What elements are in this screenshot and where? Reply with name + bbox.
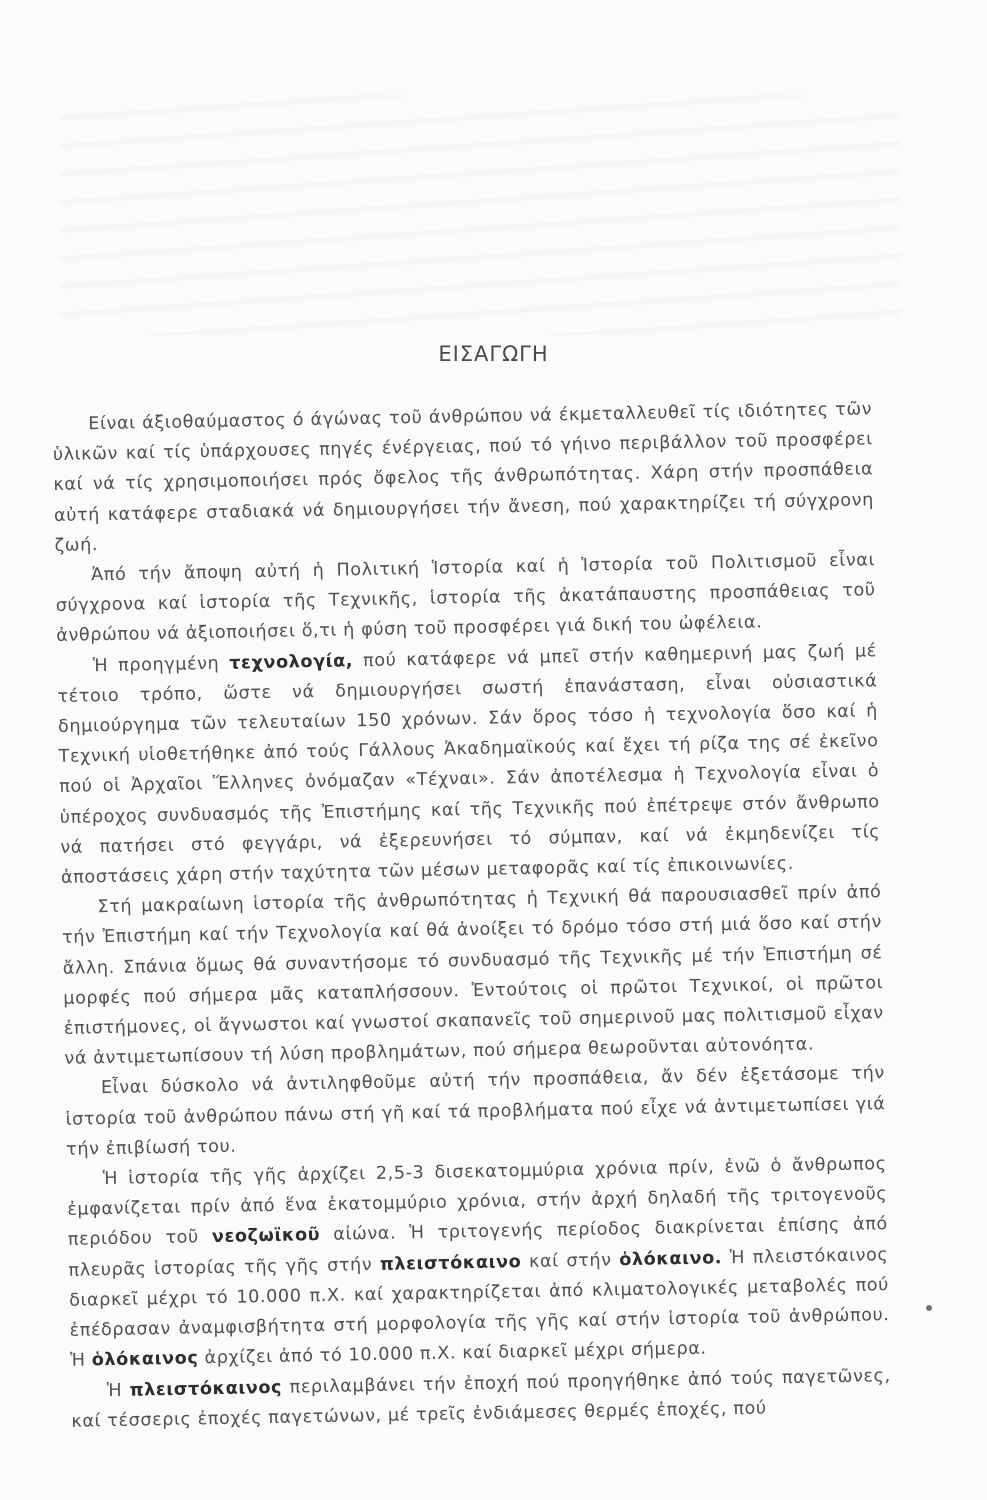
bleed-through-area [60, 95, 900, 335]
paragraph [66, 1149, 890, 1376]
page-dot-mark [926, 1305, 932, 1311]
text-run: αἰώνα. Ἡ τριτογενής περίοδος διακρίνεται ἐπίσης ἀπό πλευρᾶς ἱστορίας τῆς γῆς στήν [68, 1214, 888, 1281]
bold-term: τεχνολογία, [229, 650, 354, 674]
page-title: ΕΙΣΑΓΩΓΗ [438, 342, 549, 366]
text-run: Ἡ πλειστόκαινος διαρκεῖ μέχρι τό 10.000 π.Χ. καί χαρακτηρίζεται ἀπό κλιματολογικές μεταβολές πού ἐπέδρασαν ἀναμφισβήτητα στή μορφολογία τῆς γῆς καί στήν ἱστορία τοῦ ἀνθρώπου. Ἡ [68, 1244, 890, 1372]
paragraph [65, 1059, 887, 1165]
text-run: καί στήν [521, 1249, 620, 1272]
text-run: Εἶναι δύσκολο νά ἀντιληφθοῦμε αὐτή τήν προσπάθεια, ἄν δέν ἐξετάσομε τήν ἱστορία τοῦ ἀνθρώπου πάνω στή γῆ καί τά προβλήματα πού εἶχε νά ἀντιμετωπίσει γιά τήν ἐπιβίωσή του. [65, 1063, 886, 1160]
text-run: ἀρχίζει ἀπό τό 10.000 π.Χ. καί διαρκεῖ μέχρι σήμερα. [198, 1338, 707, 1369]
bold-term: ὁλόκαινο. [619, 1247, 723, 1270]
text-run: Ἡ προηγμένη [92, 653, 230, 676]
text-run: πού κατάφερε νά μπεῖ στήν καθημερινή μας ζωή μέ τέτοιο τρόπο, ὥστε νά δημιουργήσει σωστή ἐπανάσταση, εἶναι οὐσιαστικά δημιούργημα τῶν τελευταίων 150 χρόνων. Σάν ὅρος τόσο ἡ τεχνολογία ὅσο καί ἡ Τεχνική υἱοθετήθηκε ἀπό τούς Γάλλους Ἀκαδημαϊκούς καί ἔχει τή ρίζα της σέ ἐκεῖνο πού οἱ Ἀρχαῖοι Ἕλληνες ὀνόμαζαν «Τέχναι». Σάν ἀποτέλεσμα ἡ Τεχνολογία εἶναι ὁ ὑπέροχος συνδυασμός τῆς Ἐπιστήμης καί τῆς Τεχνικῆς πού ἐπέτρεψε στόν ἄνθρωπο νά πατήσει στό φεγγάρι, νά ἐξερευνήσει τό σύμπαν, καί νά ἐκμηδενίζει τίς ἀποστάσεις χάρη στήν ταχύτητα τῶν μέσων μεταφορᾶς καί τίς ἐπικοινωνίες. [57, 640, 881, 888]
bold-term: ὁλόκαινος [91, 1348, 199, 1371]
paragraph [57, 636, 881, 893]
body-text [52, 394, 892, 1436]
bold-term: πλειστόκαινο [379, 1251, 522, 1275]
paragraph [61, 877, 884, 1074]
text-run: Ἀπό τήν ἄποψη αὐτή ἡ Πολιτική Ἱστορία καί ἡ Ἱστορία τοῦ Πολιτισμοῦ εἶναι σύγχρονα καί ἱστορία τῆς Τεχνικῆς, ἱστορία τῆς ἀκατάπαυστης προσπάθειας τοῦ ἀνθρώπου νά ἀξιοποιήσει ὅ,τι ἡ φύση τοῦ προσφέρει γιά δική του ὠφέλεια. [55, 550, 876, 647]
text-run: Ἡ [106, 1380, 130, 1401]
paragraph [52, 394, 875, 561]
bold-term: νεοζωϊκοῦ [211, 1225, 321, 1248]
text-run: Είναι άξιοθαύμαστος ό άγώνας τοῦ άνθρώπου νά έκμεταλλευθεῖ τίς ιδιότητες τῶν ὑλικῶν καί τίς ὑπάρχουσες πηγές ένέργειας, πού τό γήινο περιβάλλον τοῦ προσφέρει καί νά τίς χρησιμοποιήσει πρός ὄφελος τῆς άνθρωπότητας. Χάρη στήν προσπάθεια αὐτή κατάφερε σταδιακά νά δημιουργήσει τήν ἄνεση, πού χαρακτηρίζει τή σύγχρονη ζωή. [52, 399, 875, 556]
paragraph [55, 545, 877, 651]
text-run: Στή μακραίωνη ἱστορία τῆς ἀνθρωπότητας ἡ Τεχνική θά παρουσιασθεῖ πρίν ἀπό τήν Ἐπιστήμη καί τήν Τεχνολογία καί θά ἀνοίξει τό δρόμο τόσο στή μιά ὅσο καί στήν ἄλλη. Σπάνια ὅμως θά συναντήσομε τό συνδυασμό τῆς Τεχνικῆς μέ τήν Ἐπιστήμη σέ μορφές πού σήμερα μᾶς καταπλήσσουν. Ἐντούτοις οἱ πρῶτοι Τεχνικοί, οἱ πρῶτοι ἐπιστήμονες, οἱ ἄγνωστοι καί γνωστοί σκαπανεῖς τοῦ σημερινοῦ μας πολιτισμοῦ εἶχαν νά ἀντιμετωπίσουν τή λύση προβλημάτων, πού σήμερα θεωροῦνται αὐτονόητα. [61, 882, 884, 1070]
text-run: Ἡ ἱστορία τῆς γῆς ἀρχίζει 2,5-3 δισεκατομμύρια χρόνια πρίν, ἐνῶ ὁ ἄνθρωπος ἐμφανίζεται πρίν ἀπό ἕνα ἑκατομμύριο χρόνια, στήν ἀρχή δηλαδή τῆς τριτογενοῦς περιόδου τοῦ [67, 1154, 888, 1251]
bold-term: πλειστόκαινος [129, 1377, 283, 1401]
text-run: περιλαμβάνει τήν ἐποχή πού προηγήθηκε ἀπό τούς παγετῶνες, καί τέσσερις ἐποχές παγετώνων, μέ τρεῖς ἐνδιάμεσες θερμές ἐποχές, πού [71, 1365, 891, 1432]
